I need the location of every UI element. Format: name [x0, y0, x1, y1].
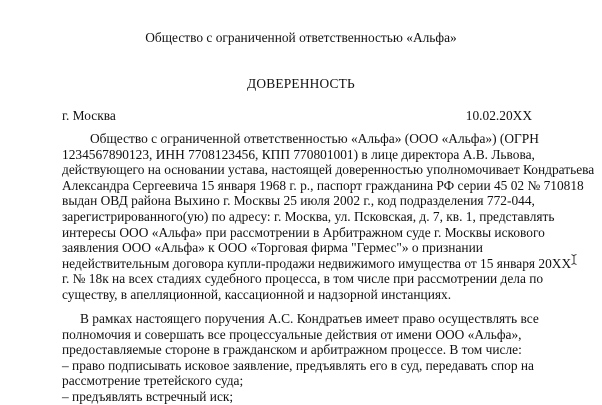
- text-cursor-icon: [571, 253, 577, 264]
- text-line: выдан ОВД района Выхино г. Москвы 25 июля 2002 г., код подразделения 772-044,: [62, 193, 535, 209]
- text-line: Общество с ограниченной ответственностью «Альфа» (ООО «Альфа») (ОГРН: [90, 131, 539, 146]
- text-line: В рамках настоящего поручения А.С. Кондратьев имеет право осуществлять все: [80, 311, 539, 326]
- text-line: 1234567890123, ИНН 7708123456, КПП 770801001) в лице директора А.В. Львова,: [62, 146, 535, 162]
- city: г. Москва: [62, 108, 116, 123]
- place-date-line: [62, 108, 532, 126]
- list-item: – предъявлять встречный иск;: [62, 388, 234, 404]
- text-line: г. № 18к на всех стадиях судебного процесса, в том числе при рассмотрении дела по: [62, 271, 544, 287]
- text-line: полномочия и совершать все процессуальные действия от имени ООО «Альфа»,: [62, 326, 522, 342]
- text-line: зарегистрированного(ую) по адресу: г. Москва, ул. Псковская, д. 7, кв. 1, представлять: [62, 208, 555, 224]
- document-date: 10.02.20XX: [465, 108, 532, 123]
- paragraph-authority: [62, 131, 595, 303]
- text-line: рассмотрение третейского суда;: [62, 373, 244, 389]
- text-line: интересы ООО «Альфа» при рассмотрении в Арбитражном суде г. Москвы искового: [62, 224, 545, 240]
- document-title: ДОВЕРЕННОСТЬ: [247, 76, 355, 91]
- paragraph-powers: [62, 311, 537, 405]
- text-line: существу, в апелляционной, кассационной и надзорной инстанциях.: [62, 286, 452, 302]
- organization-header: Общество с ограниченной ответственностью «Альфа»: [145, 30, 457, 45]
- text-line: действующего на основании устава, настоящей доверенностью уполномочивает Кондратьева: [62, 162, 595, 178]
- list-item: – право подписывать исковое заявление, предъявлять его в суд, передавать спор на: [62, 357, 534, 373]
- text-line: предоставляемые стороне в гражданском и арбитражном процессе. В том числе:: [62, 342, 522, 358]
- text-line: заявления ООО «Альфа» к ООО «Торговая фирма "Гермес"» о признании: [62, 240, 483, 256]
- text-line-with-cursor: [62, 255, 572, 272]
- text-line: недействительным договора купли-продажи недвижимого имущества от 15 января 20XX: [62, 255, 572, 271]
- text-line: Александра Сергеевича 15 января 1968 г. р., паспорт гражданина РФ серии 45 02 № 710818: [62, 177, 584, 193]
